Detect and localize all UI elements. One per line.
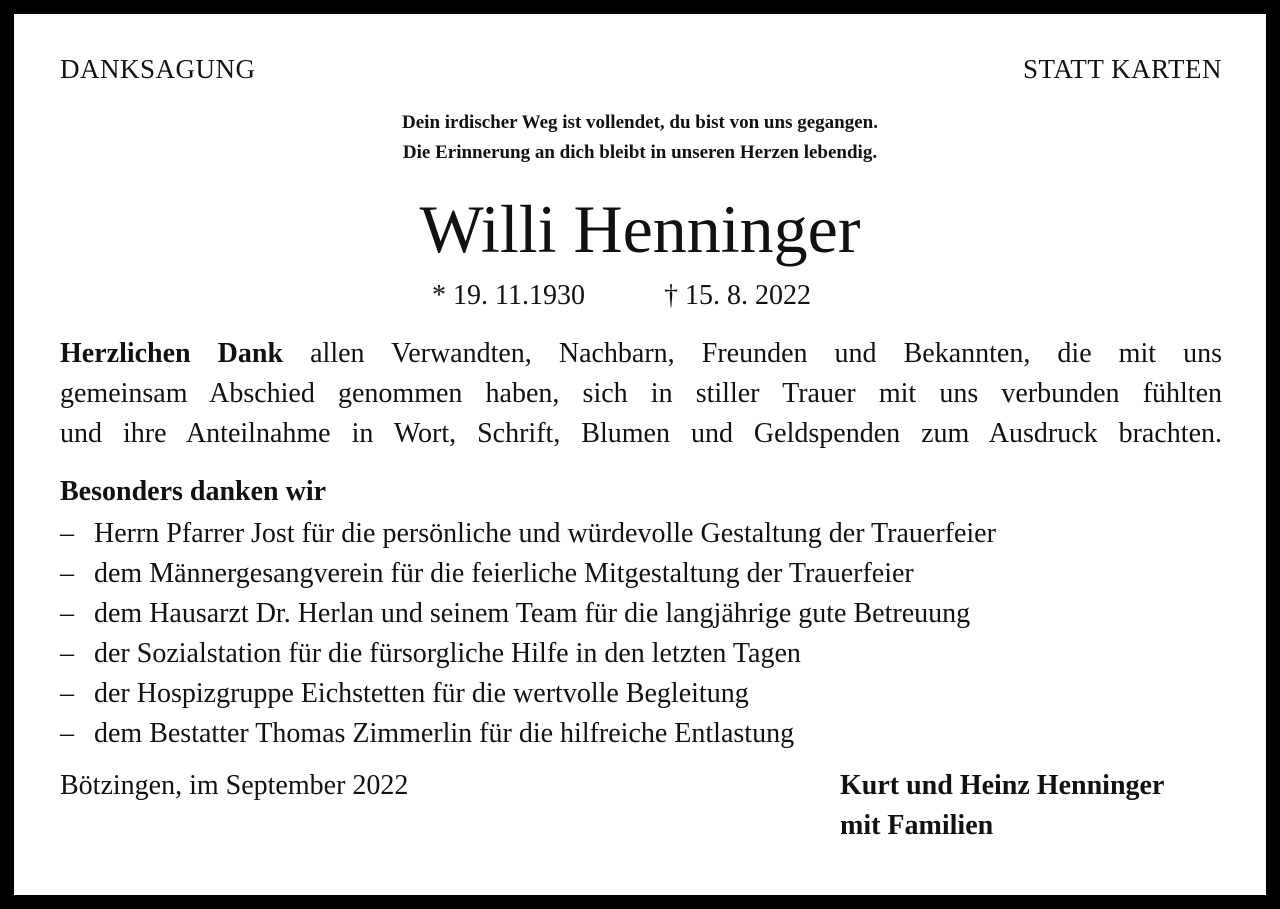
motto-line-2: Die Erinnerung an dich bleibt in unseren Herzen lebendig. [402,142,878,163]
thanks-line-2: gemeinsam Abschied genommen haben, sich in stiller Trauer mit uns verbunden fühlten [60,378,1222,409]
thanks-lead: Herzlichen Dank [60,338,284,369]
signature-line-1: Kurt und Heinz Henninger [840,770,1165,801]
list-dash: – [60,558,74,589]
birth-date: * 19. 11.1930 [432,280,585,311]
list-item-text: der Sozialstation für die fürsorgliche Hilfe in den letzten Tagen [94,638,801,669]
list-dash: – [60,718,74,749]
list-item-text: Herrn Pfarrer Jost für die persönliche und würdevolle Gestaltung der Trauerfeier [94,518,996,549]
list-dash: – [60,598,74,629]
list-dash: – [60,518,74,549]
thanks-line-3: und ihre Anteilnahme in Wort, Schrift, Blumen und Geldspenden zum Ausdruck brachten. [60,418,1222,449]
list-item [60,674,996,714]
motto-line-1: Dein irdischer Weg ist vollendet, du bist von uns gegangen. [402,112,878,133]
place-and-date: Bötzingen, im September 2022 [60,770,409,801]
list-item [60,554,996,594]
special-thanks-list [60,514,996,754]
list-dash: – [60,678,74,709]
list-item [60,714,996,754]
notice-card [14,14,1266,895]
list-item-text: dem Hausarzt Dr. Herlan und seinem Team für die langjährige gute Betreuung [94,598,971,629]
list-item-text: dem Männergesangverein für die feierliche Mitgestaltung der Trauerfeier [94,558,914,589]
list-item-text: dem Bestatter Thomas Zimmerlin für die hilfreiche Entlastung [94,718,795,749]
thanks-line-1 [60,338,1222,370]
thanks-line-1-rest: allen Verwandten, Nachbarn, Freunden und Bekannten, die mit uns [283,338,1222,369]
deceased-name: Willi Henninger [419,191,861,267]
list-item-text: der Hospizgruppe Eichstetten für die wertvolle Begleitung [94,678,749,709]
header-left-title: DANKSAGUNG [60,54,256,84]
list-item [60,634,996,674]
death-date: † 15. 8. 2022 [664,280,811,311]
list-dash: – [60,638,74,669]
list-item [60,514,996,554]
list-item [60,594,996,634]
signature-line-2: mit Familien [840,810,994,841]
header-right-title: STATT KARTEN [1023,54,1222,84]
special-thanks-heading: Besonders danken wir [60,476,327,507]
